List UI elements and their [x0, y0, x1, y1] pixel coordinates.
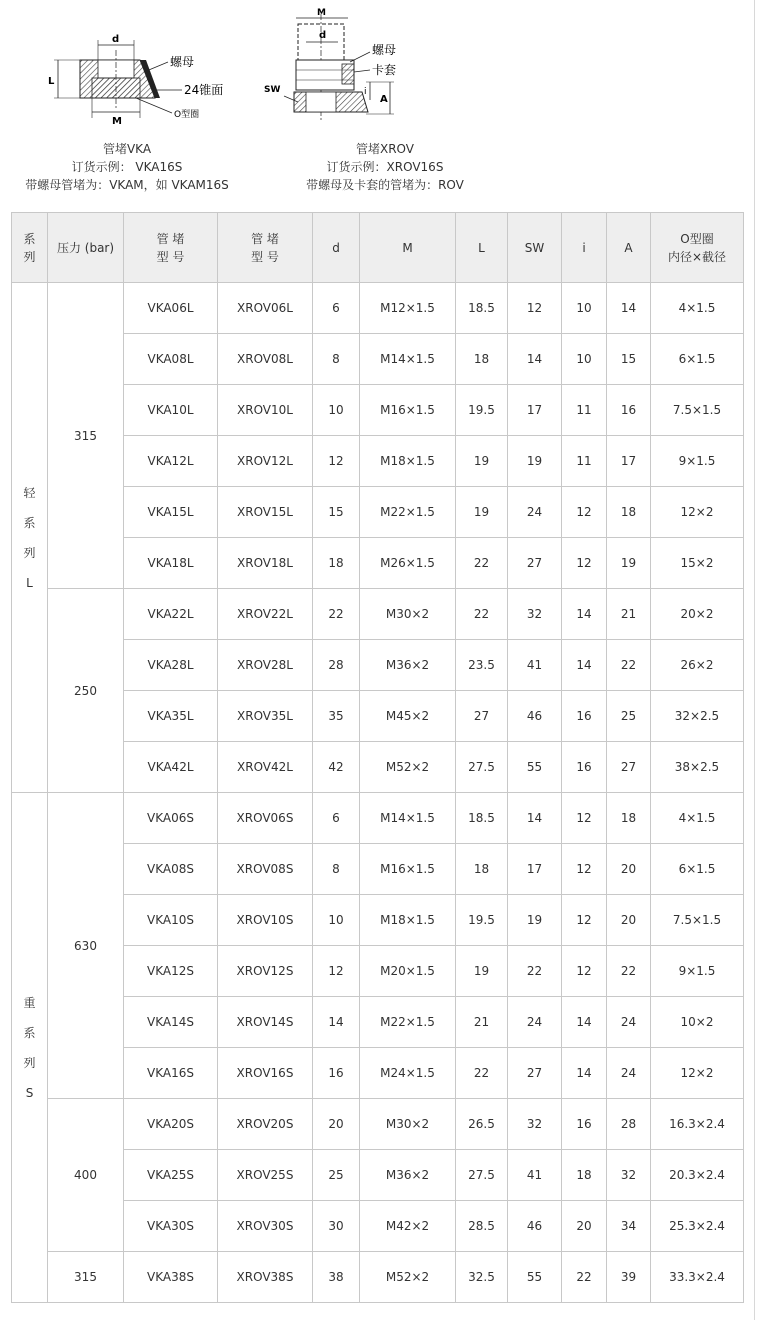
oring-cell: 38×2.5	[651, 742, 744, 793]
L-cell: 32.5	[456, 1252, 508, 1303]
M-cell: M30×2	[360, 589, 456, 640]
M-cell: M14×1.5	[360, 793, 456, 844]
vka-model-cell: VKA06L	[124, 283, 218, 334]
xrov-model-cell: XROV18L	[218, 538, 313, 589]
xrov-model-cell: XROV06S	[218, 793, 313, 844]
L-cell: 19	[456, 946, 508, 997]
xrov-model-cell: XROV14S	[218, 997, 313, 1048]
xrov-SW-label: SW	[264, 85, 281, 95]
xrov-model-cell: XROV15L	[218, 487, 313, 538]
vka-diagram	[40, 0, 250, 140]
xrov-caption-note: 带螺母及卡套的管堵为：ROV	[306, 178, 464, 192]
A-cell: 28	[607, 1099, 651, 1150]
vka-caption-note: 带螺母管堵为：VKAM，如 VKAM16S	[25, 178, 229, 192]
M-cell: M12×1.5	[360, 283, 456, 334]
A-cell: 25	[607, 691, 651, 742]
M-cell: M18×1.5	[360, 895, 456, 946]
vka-model-cell: VKA20S	[124, 1099, 218, 1150]
A-cell: 17	[607, 436, 651, 487]
SW-cell: 55	[508, 742, 562, 793]
M-cell: M18×1.5	[360, 436, 456, 487]
oring-cell: 6×1.5	[651, 334, 744, 385]
d-cell: 16	[313, 1048, 360, 1099]
M-cell: M30×2	[360, 1099, 456, 1150]
xrov-model-cell: XROV25S	[218, 1150, 313, 1201]
header-L: L	[456, 213, 508, 283]
M-cell: M22×1.5	[360, 997, 456, 1048]
vka-model-cell: VKA12S	[124, 946, 218, 997]
d-cell: 25	[313, 1150, 360, 1201]
vka-model-cell: VKA42L	[124, 742, 218, 793]
vka-caption	[18, 140, 236, 194]
L-cell: 22	[456, 589, 508, 640]
SW-cell: 55	[508, 1252, 562, 1303]
SW-cell: 14	[508, 334, 562, 385]
xrov-model-cell: XROV28L	[218, 640, 313, 691]
vka-model-cell: VKA25S	[124, 1150, 218, 1201]
xrov-model-cell: XROV10S	[218, 895, 313, 946]
d-cell: 10	[313, 385, 360, 436]
header-d: d	[313, 213, 360, 283]
xrov-model-cell: XROV42L	[218, 742, 313, 793]
A-cell: 27	[607, 742, 651, 793]
oring-cell: 32×2.5	[651, 691, 744, 742]
vka-model-cell: VKA22L	[124, 589, 218, 640]
d-cell: 8	[313, 334, 360, 385]
oring-cell: 4×1.5	[651, 793, 744, 844]
oring-cell: 9×1.5	[651, 946, 744, 997]
vka-model-cell: VKA38S	[124, 1252, 218, 1303]
xrov-A-label: A	[380, 94, 388, 105]
d-cell: 14	[313, 997, 360, 1048]
oring-cell: 6×1.5	[651, 844, 744, 895]
d-cell: 8	[313, 844, 360, 895]
vka-nut-label: 螺母	[170, 55, 195, 69]
table-body	[12, 283, 744, 1303]
M-cell: M52×2	[360, 742, 456, 793]
d-cell: 28	[313, 640, 360, 691]
vka-model-cell: VKA06S	[124, 793, 218, 844]
d-cell: 12	[313, 946, 360, 997]
xrov-model-cell: XROV22L	[218, 589, 313, 640]
series-cell: 重 系 列 S	[12, 793, 48, 1303]
SW-cell: 24	[508, 487, 562, 538]
table-row	[12, 283, 744, 334]
L-cell: 19.5	[456, 385, 508, 436]
SW-cell: 41	[508, 640, 562, 691]
i-cell: 16	[562, 1099, 607, 1150]
SW-cell: 32	[508, 589, 562, 640]
xrov-model-cell: XROV38S	[218, 1252, 313, 1303]
A-cell: 39	[607, 1252, 651, 1303]
i-cell: 14	[562, 589, 607, 640]
oring-cell: 16.3×2.4	[651, 1099, 744, 1150]
xrov-model-cell: XROV08S	[218, 844, 313, 895]
xrov-model-cell: XROV12S	[218, 946, 313, 997]
L-cell: 19	[456, 487, 508, 538]
A-cell: 24	[607, 997, 651, 1048]
d-cell: 22	[313, 589, 360, 640]
vka-M-label: M	[112, 116, 122, 127]
vka-model-cell: VKA15L	[124, 487, 218, 538]
spec-table	[11, 212, 744, 1303]
xrov-model-cell: XROV20S	[218, 1099, 313, 1150]
vka-model-cell: VKA30S	[124, 1201, 218, 1252]
vka-model-cell: VKA14S	[124, 997, 218, 1048]
i-cell: 11	[562, 385, 607, 436]
A-cell: 15	[607, 334, 651, 385]
i-cell: 12	[562, 538, 607, 589]
SW-cell: 17	[508, 844, 562, 895]
oring-cell: 4×1.5	[651, 283, 744, 334]
xrov-model-cell: XROV35L	[218, 691, 313, 742]
header-i: i	[562, 213, 607, 283]
xrov-model-cell: XROV12L	[218, 436, 313, 487]
M-cell: M52×2	[360, 1252, 456, 1303]
table-row	[12, 793, 744, 844]
vka-oring-label: O型圈	[174, 110, 200, 120]
header-oring: O型圈 内径×截径	[651, 213, 744, 283]
oring-cell: 20.3×2.4	[651, 1150, 744, 1201]
header-SW: SW	[508, 213, 562, 283]
A-cell: 32	[607, 1150, 651, 1201]
vka-model-cell: VKA16S	[124, 1048, 218, 1099]
M-cell: M22×1.5	[360, 487, 456, 538]
xrov-M-label: M	[317, 8, 326, 18]
table-row	[12, 1252, 744, 1303]
i-cell: 16	[562, 742, 607, 793]
xrov-model-cell: XROV08L	[218, 334, 313, 385]
A-cell: 24	[607, 1048, 651, 1099]
oring-cell: 10×2	[651, 997, 744, 1048]
M-cell: M26×1.5	[360, 538, 456, 589]
xrov-d-label: d	[319, 30, 327, 41]
xrov-model-cell: XROV10L	[218, 385, 313, 436]
d-cell: 35	[313, 691, 360, 742]
i-cell: 12	[562, 844, 607, 895]
pressure-cell: 315	[48, 1252, 124, 1303]
header-M: M	[360, 213, 456, 283]
i-cell: 10	[562, 283, 607, 334]
i-cell: 18	[562, 1150, 607, 1201]
L-cell: 22	[456, 1048, 508, 1099]
d-cell: 42	[313, 742, 360, 793]
M-cell: M42×2	[360, 1201, 456, 1252]
SW-cell: 22	[508, 946, 562, 997]
vka-model-cell: VKA08S	[124, 844, 218, 895]
d-cell: 6	[313, 793, 360, 844]
oring-cell: 25.3×2.4	[651, 1201, 744, 1252]
d-cell: 15	[313, 487, 360, 538]
oring-cell: 7.5×1.5	[651, 385, 744, 436]
SW-cell: 46	[508, 1201, 562, 1252]
A-cell: 18	[607, 793, 651, 844]
vka-model-cell: VKA10S	[124, 895, 218, 946]
table-row	[12, 589, 744, 640]
L-cell: 19	[456, 436, 508, 487]
oring-cell: 12×2	[651, 487, 744, 538]
i-cell: 10	[562, 334, 607, 385]
table-header-row	[12, 213, 744, 283]
A-cell: 14	[607, 283, 651, 334]
SW-cell: 46	[508, 691, 562, 742]
pressure-cell: 400	[48, 1099, 124, 1252]
M-cell: M16×1.5	[360, 844, 456, 895]
pressure-cell: 250	[48, 589, 124, 793]
i-cell: 11	[562, 436, 607, 487]
vka-model-cell: VKA12L	[124, 436, 218, 487]
A-cell: 22	[607, 946, 651, 997]
xrov-caption-example: 订货示例：XROV16S	[326, 160, 444, 174]
L-cell: 18	[456, 334, 508, 385]
vka-L-label: L	[48, 76, 55, 87]
xrov-model-cell: XROV30S	[218, 1201, 313, 1252]
xrov-model-cell: XROV16S	[218, 1048, 313, 1099]
d-cell: 10	[313, 895, 360, 946]
d-cell: 30	[313, 1201, 360, 1252]
series-cell: 轻 系 列 L	[12, 283, 48, 793]
L-cell: 22	[456, 538, 508, 589]
vka-model-cell: VKA08L	[124, 334, 218, 385]
SW-cell: 32	[508, 1099, 562, 1150]
SW-cell: 19	[508, 436, 562, 487]
vka-model-cell: VKA28L	[124, 640, 218, 691]
SW-cell: 12	[508, 283, 562, 334]
A-cell: 21	[607, 589, 651, 640]
M-cell: M14×1.5	[360, 334, 456, 385]
M-cell: M36×2	[360, 640, 456, 691]
A-cell: 16	[607, 385, 651, 436]
header-xrov-model: 管 堵 型 号	[218, 213, 313, 283]
vka-model-cell: VKA35L	[124, 691, 218, 742]
vka-d-label: d	[112, 34, 120, 45]
pressure-cell: 630	[48, 793, 124, 1099]
L-cell: 28.5	[456, 1201, 508, 1252]
oring-cell: 26×2	[651, 640, 744, 691]
xrov-i-label: i	[364, 87, 367, 97]
A-cell: 18	[607, 487, 651, 538]
i-cell: 16	[562, 691, 607, 742]
xrov-caption	[290, 140, 480, 194]
d-cell: 6	[313, 283, 360, 334]
M-cell: M16×1.5	[360, 385, 456, 436]
vka-model-cell: VKA18L	[124, 538, 218, 589]
vka-cone-label: 24锥面	[184, 83, 224, 97]
i-cell: 12	[562, 793, 607, 844]
SW-cell: 14	[508, 793, 562, 844]
L-cell: 18	[456, 844, 508, 895]
L-cell: 23.5	[456, 640, 508, 691]
d-cell: 20	[313, 1099, 360, 1150]
vka-caption-example: 订货示例： VKA16S	[71, 160, 183, 174]
header-pressure: 压力 (bar)	[48, 213, 124, 283]
header-vka-model: 管 堵 型 号	[124, 213, 218, 283]
oring-cell: 12×2	[651, 1048, 744, 1099]
i-cell: 12	[562, 946, 607, 997]
oring-cell: 20×2	[651, 589, 744, 640]
M-cell: M45×2	[360, 691, 456, 742]
d-cell: 18	[313, 538, 360, 589]
A-cell: 19	[607, 538, 651, 589]
L-cell: 27.5	[456, 742, 508, 793]
i-cell: 12	[562, 487, 607, 538]
header-series: 系 列	[12, 213, 48, 283]
pressure-cell: 315	[48, 283, 124, 589]
L-cell: 18.5	[456, 793, 508, 844]
L-cell: 27	[456, 691, 508, 742]
L-cell: 26.5	[456, 1099, 508, 1150]
vka-caption-title: 管堵VKA	[102, 142, 152, 156]
A-cell: 22	[607, 640, 651, 691]
d-cell: 38	[313, 1252, 360, 1303]
header-A: A	[607, 213, 651, 283]
L-cell: 21	[456, 997, 508, 1048]
SW-cell: 41	[508, 1150, 562, 1201]
oring-cell: 15×2	[651, 538, 744, 589]
SW-cell: 27	[508, 1048, 562, 1099]
i-cell: 12	[562, 895, 607, 946]
M-cell: M36×2	[360, 1150, 456, 1201]
xrov-diagram	[258, 0, 428, 140]
oring-cell: 9×1.5	[651, 436, 744, 487]
L-cell: 18.5	[456, 283, 508, 334]
d-cell: 12	[313, 436, 360, 487]
xrov-nut-label: 螺母	[372, 43, 397, 57]
xrov-model-cell: XROV06L	[218, 283, 313, 334]
vka-model-cell: VKA10L	[124, 385, 218, 436]
A-cell: 34	[607, 1201, 651, 1252]
M-cell: M20×1.5	[360, 946, 456, 997]
table-row	[12, 1099, 744, 1150]
SW-cell: 17	[508, 385, 562, 436]
L-cell: 27.5	[456, 1150, 508, 1201]
i-cell: 22	[562, 1252, 607, 1303]
A-cell: 20	[607, 895, 651, 946]
SW-cell: 19	[508, 895, 562, 946]
xrov-caption-title: 管堵XROV	[355, 142, 414, 156]
oring-cell: 7.5×1.5	[651, 895, 744, 946]
SW-cell: 24	[508, 997, 562, 1048]
SW-cell: 27	[508, 538, 562, 589]
M-cell: M24×1.5	[360, 1048, 456, 1099]
oring-cell: 33.3×2.4	[651, 1252, 744, 1303]
i-cell: 14	[562, 640, 607, 691]
page-scrollbar[interactable]	[754, 0, 755, 1320]
i-cell: 14	[562, 1048, 607, 1099]
i-cell: 14	[562, 997, 607, 1048]
xrov-ferrule-label: 卡套	[372, 63, 397, 77]
L-cell: 19.5	[456, 895, 508, 946]
A-cell: 20	[607, 844, 651, 895]
i-cell: 20	[562, 1201, 607, 1252]
